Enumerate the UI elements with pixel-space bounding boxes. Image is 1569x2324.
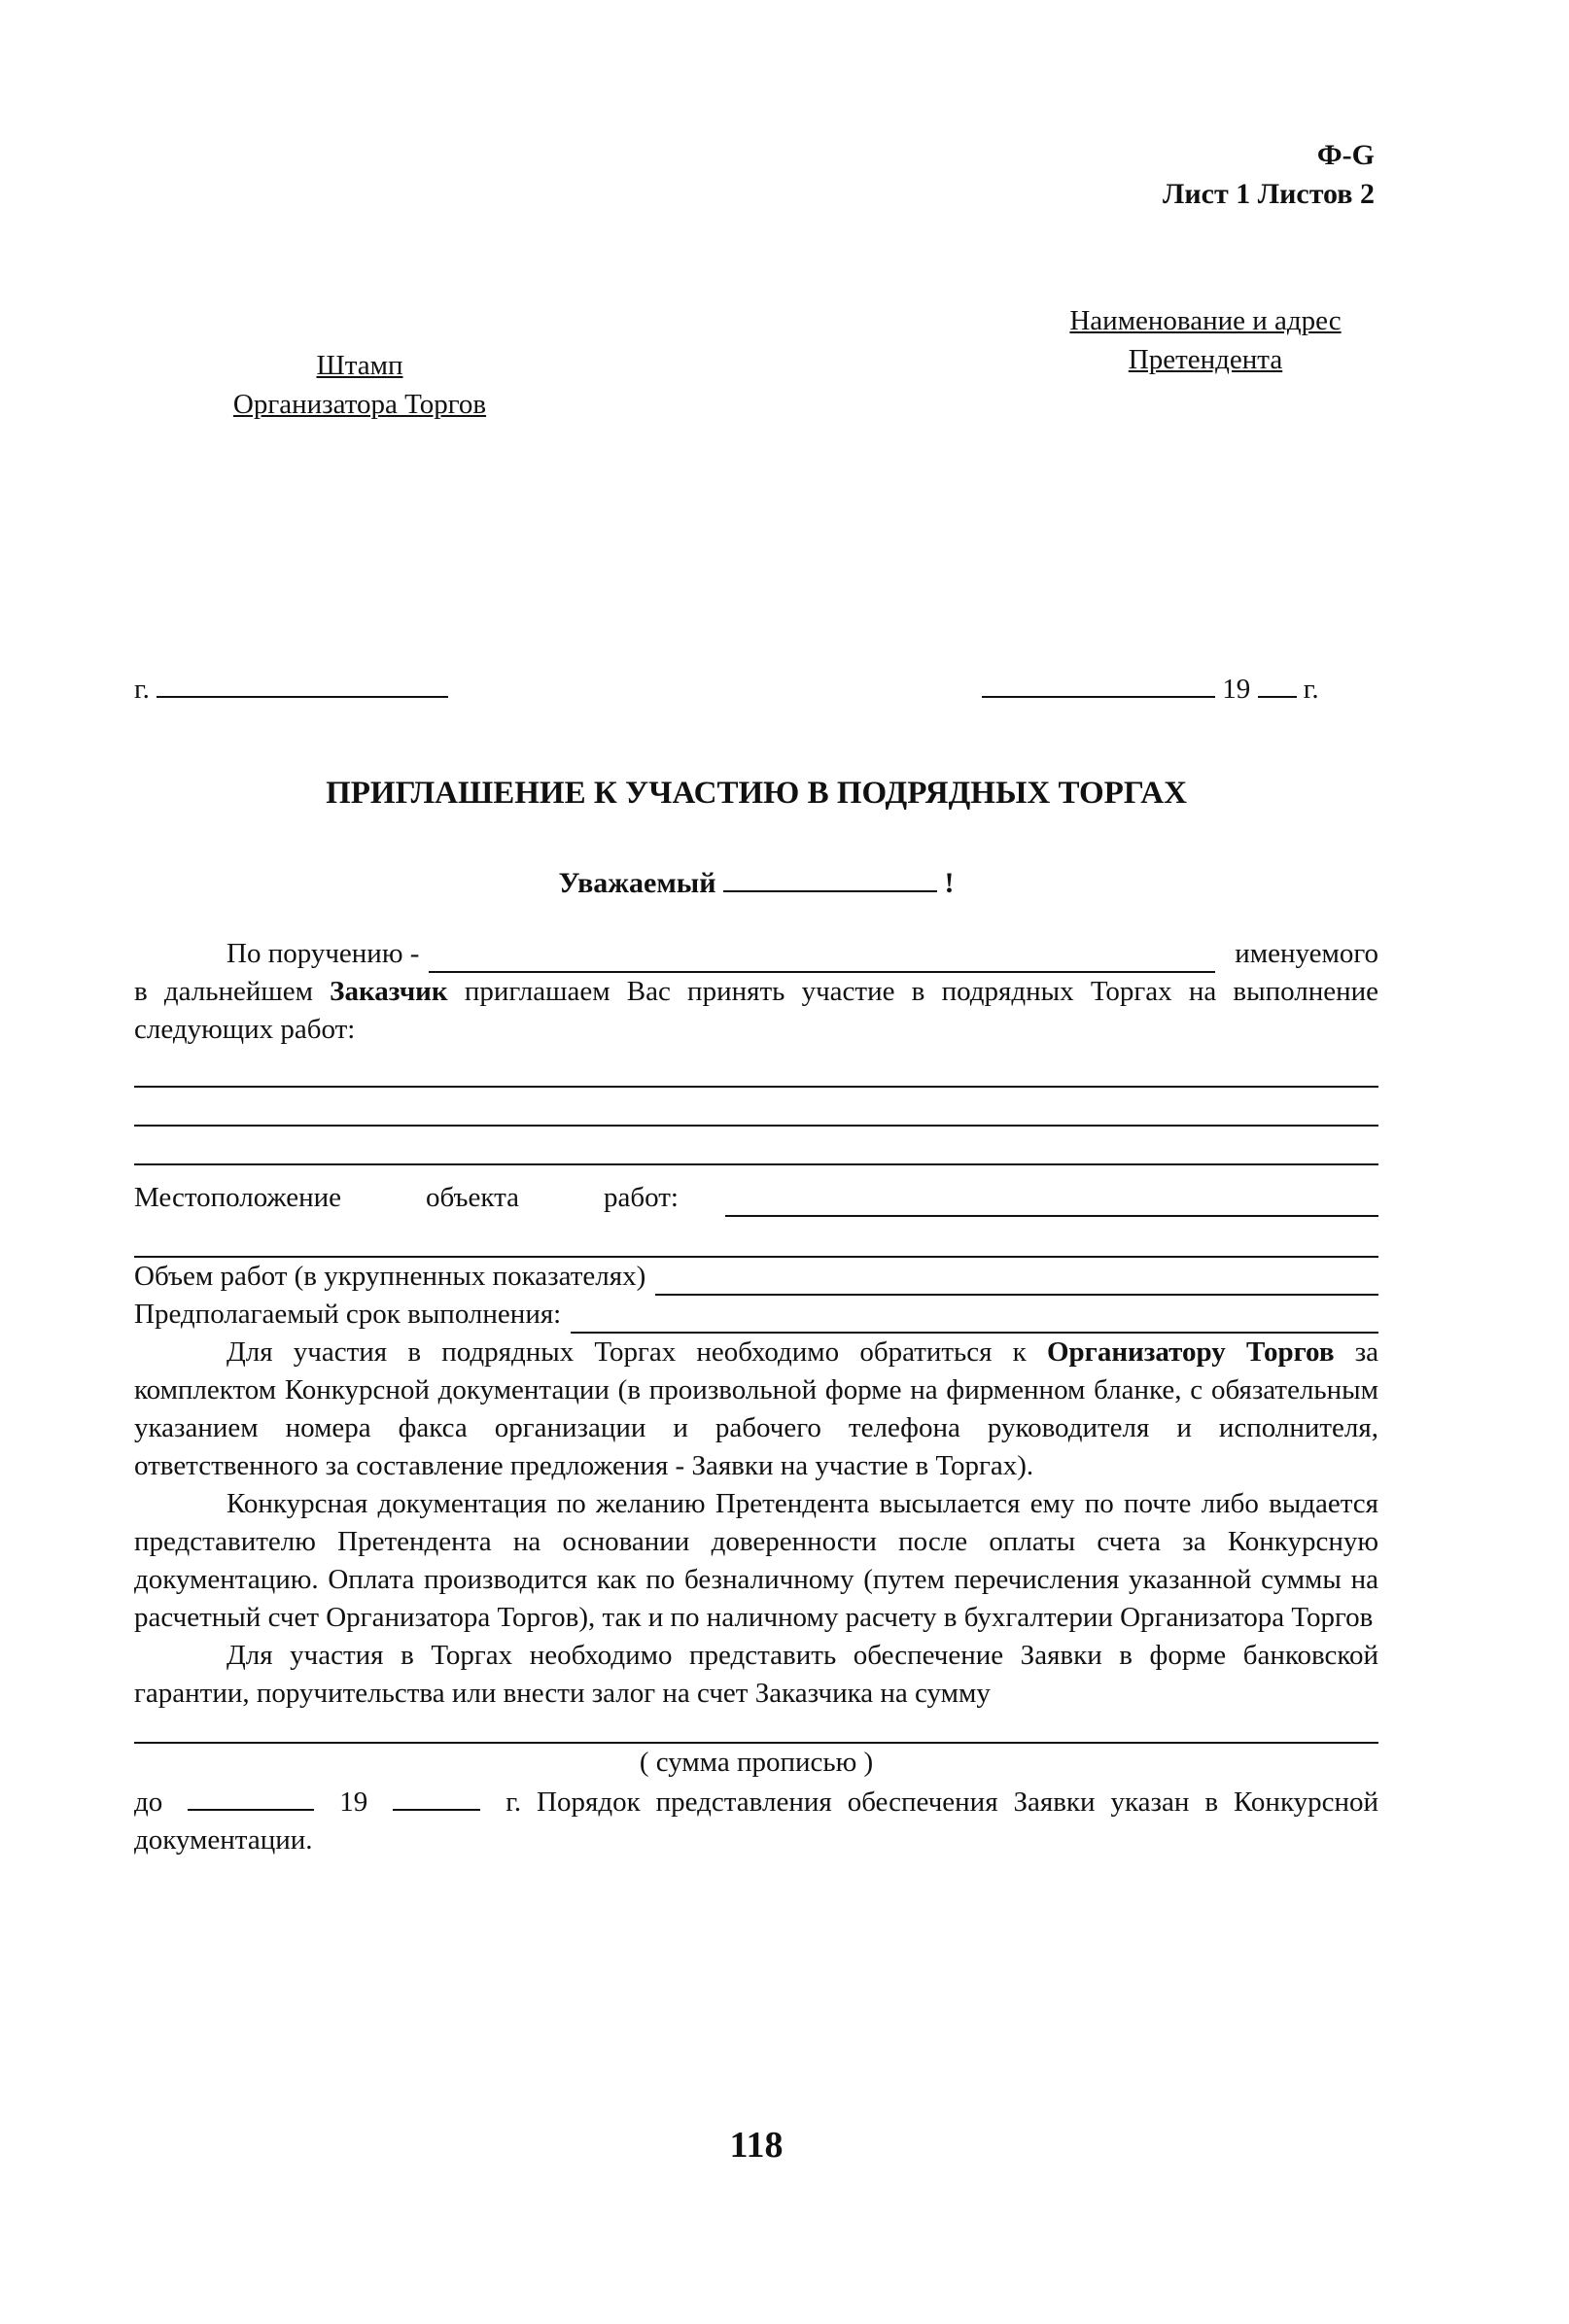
date-line [982, 669, 1319, 706]
until-date-field[interactable] [188, 1782, 314, 1811]
location-word-3: работ: [604, 1182, 679, 1213]
volume-row [134, 1258, 1378, 1296]
stamp-organizer-label: Организатора Торгов [232, 389, 487, 420]
year-field[interactable] [1258, 669, 1297, 698]
location-field-2[interactable] [134, 1217, 1378, 1258]
location-word-1: Местоположение [134, 1182, 341, 1213]
customer-field[interactable] [429, 944, 1215, 973]
city-field[interactable] [157, 669, 448, 698]
salutation-word: Уважаемый [558, 867, 716, 899]
applicant-name-address-label: Наименование и адрес [1069, 305, 1342, 336]
location-field[interactable] [725, 1188, 1378, 1217]
page-number: 118 [729, 2125, 784, 2166]
paragraph-documentation-delivery: Конкурсная документация по желанию Претендента высылается ему по почте либо выдается представителю Претендента на основании доверенности после оплаты счета за Конкурсную документацию. Оплата производится как по безналичному (путем перечисления указанной суммы на расчетный счет Организатора Торгов), так и по наличному расчету в бухгалтерии Организатора Торгов [134, 1488, 1378, 1633]
works-field-1[interactable] [134, 1049, 1378, 1088]
addressee-name-field[interactable] [723, 863, 937, 892]
until-year: 19 [339, 1786, 368, 1818]
customer-text-b: приглашаем Вас принять участие в подрядных Торгах на выполнение следующих работ: [134, 976, 1379, 1045]
year-prefix: 19 [1222, 674, 1251, 705]
salutation-mark: ! [944, 867, 955, 899]
works-field-2[interactable] [134, 1088, 1378, 1127]
applicant-address-block [1030, 301, 1380, 379]
customer-text-a: в дальнейшем [134, 976, 313, 1007]
applicant-label: Претендента [1128, 344, 1283, 375]
document-title: ПРИГЛАШЕНИЕ К УЧАСТИЮ В ПОДРЯДНЫХ ТОРГАХ [326, 776, 1187, 811]
form-header [1163, 136, 1375, 214]
city-line [134, 669, 448, 706]
until-rest: г. Порядок представления обеспечения Заявки указан в Конкурсной документации. [134, 1786, 1379, 1856]
sum-field[interactable] [134, 1713, 1378, 1744]
sum-caption: ( сумма прописью ) [639, 1747, 874, 1778]
p2-organizer-term: Организатору Торгов [1046, 1336, 1335, 1368]
location-row [134, 1179, 1378, 1217]
paragraph-guarantee: Для участия в Торгах необходимо представить обеспечение Заявки в форме банковской гарантии, поручительства или внести залог на счет Заказчика на сумму [134, 1640, 1378, 1709]
stamp-label: Штамп [316, 350, 403, 381]
customer-term: Заказчик [330, 976, 448, 1007]
organizer-stamp-block [204, 346, 515, 424]
paragraph-deadline [134, 1782, 1378, 1859]
salutation [0, 863, 1513, 900]
volume-label: Объем работ (в укрупненных показателях) [134, 1261, 646, 1292]
p2-text-b: за комплектом Конкурсной документации (в произвольной форме на фирменном бланке, с обязательным указанием номера факса организации и рабочего телефона руководителя и исполнителя, ответственного за составление предложения - Заявки на участие в Торгах). [134, 1336, 1379, 1481]
sheet-info: Лист 1 Листов 2 [1163, 178, 1375, 210]
until-year-field[interactable] [393, 1782, 480, 1811]
city-prefix: г. [134, 674, 150, 705]
year-suffix: г. [1303, 674, 1319, 705]
p2-text-a: Для участия в подрядных Торгах необходимо обратиться к [227, 1336, 1027, 1368]
customer-paragraph [134, 973, 1378, 1049]
customer-prefix: По поручению - [227, 938, 420, 969]
date-field[interactable] [982, 669, 1215, 698]
volume-field[interactable] [655, 1266, 1378, 1296]
paragraph-documentation-request [134, 1334, 1378, 1485]
location-word-2: объекта [425, 1182, 519, 1213]
customer-suffix: именуемого [1235, 938, 1378, 969]
until-prefix: до [134, 1786, 163, 1818]
customer-row [134, 935, 1378, 973]
term-label: Предполагаемый срок выполнения: [134, 1299, 562, 1330]
form-code: Ф-G [1316, 139, 1375, 171]
term-row [134, 1296, 1378, 1334]
works-field-3[interactable] [134, 1127, 1378, 1165]
invitation-body [134, 935, 1378, 1859]
location-label [134, 1179, 679, 1217]
term-field[interactable] [571, 1304, 1378, 1334]
